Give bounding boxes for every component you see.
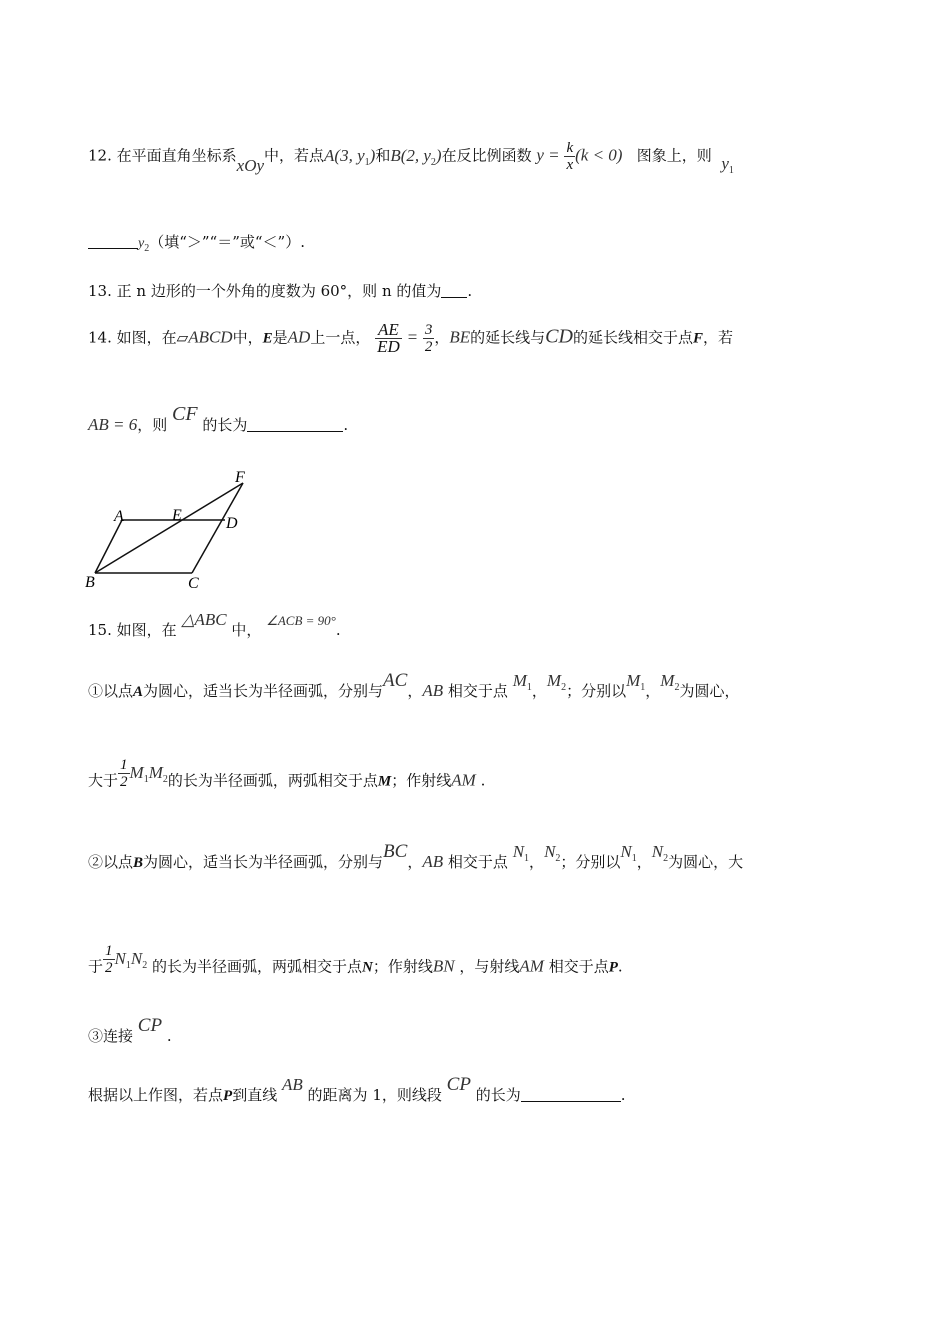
q15-step1-line2 — [88, 757, 486, 798]
step1-text: ①以点 — [88, 682, 134, 700]
q15-number: 15. — [88, 621, 112, 639]
triangle-label: △ABC — [181, 610, 227, 629]
bc-label: BC — [383, 841, 408, 862]
angle-label: ∠ACB = 90° — [266, 613, 336, 628]
label-e: E — [172, 507, 182, 524]
q12-text: 在平面直角坐标系 — [116, 146, 237, 165]
q12-hint: （填“＞”“＝”或“＜”）. — [149, 233, 305, 251]
final-text: 的距离为 1，则线段 — [307, 1086, 442, 1104]
q14-line2 — [88, 403, 349, 436]
n2-label: $N_2$ — [544, 842, 561, 864]
step1-text: ；分别以 — [566, 682, 627, 700]
ab-value: AB = 6 — [88, 415, 138, 434]
q13-line — [88, 280, 472, 301]
step1-text: 的长为半径画弧，两弧相交于点 — [167, 771, 378, 790]
comma: ， — [531, 682, 547, 700]
m1-label: $M_1$ — [512, 671, 532, 693]
label-f: F — [235, 469, 245, 486]
ab-label: AB — [281, 1075, 303, 1094]
q14-text: ，则 — [137, 416, 168, 434]
m1m2-label: $M_1M_2$ — [129, 762, 168, 785]
step2-text: 为圆心，适当长为半径画弧，分别与 — [143, 853, 384, 871]
cd-label: CD — [545, 325, 573, 348]
q14-text: 中， — [232, 328, 263, 347]
point-e: E — [262, 330, 273, 347]
am-label: AM — [519, 956, 544, 976]
step2-text: 于 — [88, 957, 104, 976]
q14-number: 14. — [88, 328, 112, 347]
comma: ， — [645, 682, 661, 700]
step3-text: ③连接 — [88, 1027, 134, 1045]
step2-text: 的长为半径画弧，两弧相交于点 — [151, 957, 362, 976]
point-a: A(3, $y_1$) — [324, 145, 376, 168]
q14-text: 上一点， — [310, 328, 371, 347]
cf-label: CF — [172, 403, 198, 425]
final-text: 的长为 — [475, 1086, 521, 1104]
comma: ， — [407, 853, 423, 871]
label-d: D — [226, 515, 238, 532]
n1-label: $N_1$ — [620, 842, 637, 864]
step1-text: 为圆心， — [679, 682, 740, 700]
q15-text: 中， — [231, 621, 262, 639]
y1-label: $y_1$ — [721, 153, 734, 176]
step1-text: ；作射线 — [391, 771, 452, 790]
dot: . — [480, 771, 486, 790]
point-p: P — [223, 1088, 233, 1104]
point-p: P — [608, 959, 618, 976]
q15-step2-line1 — [88, 841, 744, 874]
q12-text: 中，若点 — [264, 146, 325, 165]
q15-final — [88, 1074, 626, 1106]
q12-number: 12. — [88, 146, 112, 165]
be-label: BE — [449, 327, 471, 347]
ratio-fraction: $\frac{AE}{ED}$ — [377, 320, 400, 356]
half-fraction: $\frac{1}{2}$ — [105, 943, 113, 976]
q12-text: 在反比例函数 — [441, 146, 532, 165]
n1n2-label: $N_1N_2$ — [114, 948, 148, 971]
ad-label: AD — [287, 327, 311, 347]
point-a: A — [133, 684, 144, 700]
step2-text: ②以点 — [88, 853, 134, 871]
comma: ， — [407, 682, 423, 700]
half-fraction: $\frac{1}{2}$ — [120, 757, 128, 790]
answer-blank[interactable] — [441, 283, 467, 298]
step2-text: 相交于点 — [548, 957, 609, 976]
q14-end: . — [343, 416, 349, 434]
step2-text: ，与射线 — [459, 957, 520, 976]
q12-text: 和 — [375, 146, 391, 165]
m2-label: $M_2$ — [546, 671, 567, 693]
final-text: 根据以上作图，若点 — [88, 1086, 224, 1104]
point-m: M — [377, 773, 392, 790]
q12-line1 — [88, 140, 734, 176]
q15-line1 — [88, 610, 341, 640]
n1-label: $N_1$ — [512, 842, 530, 864]
point-f: F — [692, 330, 703, 347]
q14-text: 如图，在 — [116, 328, 177, 347]
label-c: C — [188, 575, 199, 592]
q12-line2 — [88, 231, 305, 254]
equals: = — [406, 327, 419, 347]
m1-label: $M_1$ — [626, 671, 646, 693]
cp-label: CP — [446, 1074, 471, 1095]
cp-label: CP — [137, 1015, 163, 1036]
q14-line1 — [88, 322, 733, 355]
q14-text: ，若 — [702, 328, 733, 347]
step2-text: 相交于点 — [447, 853, 508, 871]
step2-text: 为圆心，大 — [668, 853, 744, 871]
parallelogram-symbol: ▱ — [176, 328, 189, 347]
point-b: B(2, $y_2$) — [390, 145, 442, 168]
label-b: B — [85, 574, 95, 591]
q14-text: 的延长线相交于点 — [572, 328, 693, 347]
parallelogram-figure — [80, 466, 280, 596]
dot: . — [166, 1027, 172, 1045]
q14-text: 的长为 — [202, 416, 248, 434]
ab-label: AB — [422, 681, 444, 700]
answer-blank[interactable] — [88, 234, 138, 249]
step1-text: 相交于点 — [447, 682, 508, 700]
label-a: A — [114, 508, 124, 525]
q12-text: 图象上，则 — [636, 146, 712, 165]
comma: ， — [636, 853, 652, 871]
q15-step3 — [88, 1015, 172, 1047]
q13-text: 13. 正 n 边形的一个外角的度数为 60°，则 n 的值为 — [88, 282, 442, 300]
bn-label: BN — [432, 956, 455, 976]
point-b: B — [133, 855, 144, 871]
abcd-label: ABCD — [188, 327, 233, 347]
func-condition: (k < 0) — [575, 145, 623, 165]
point-n: N — [362, 959, 373, 976]
func-y: y = — [536, 145, 560, 165]
q14-text: 的延长线与 — [470, 328, 546, 347]
ac-label: AC — [383, 670, 408, 691]
q15-step2-line2 — [88, 943, 623, 984]
q13-end: . — [467, 282, 473, 300]
step1-text: 为圆心，适当长为半径画弧，分别与 — [143, 682, 384, 700]
n2-label: $N_2$ — [651, 842, 669, 864]
coord-system: xOy — [236, 155, 265, 175]
answer-blank[interactable] — [521, 1087, 621, 1102]
comma: ， — [529, 853, 545, 871]
q15-end: . — [335, 621, 341, 639]
y2-label: $y_2$ — [138, 236, 150, 254]
dot: . — [617, 957, 623, 976]
ab-label: AB — [422, 852, 444, 871]
q15-step1-line1 — [88, 670, 740, 703]
answer-blank[interactable] — [247, 417, 343, 432]
ratio-value: $\frac{3}{2}$ — [424, 322, 433, 355]
step2-text: ；作射线 — [372, 957, 433, 976]
step1-text: 大于 — [88, 771, 119, 790]
func-fraction: $\frac{k}{x}$ — [566, 140, 574, 173]
dot: . — [620, 1086, 626, 1104]
q14-text: 是 — [272, 328, 288, 347]
q14-text: ， — [434, 328, 450, 347]
am-label: AM — [451, 770, 476, 790]
final-text: 到直线 — [232, 1086, 278, 1104]
q15-text: 如图，在 — [116, 621, 177, 639]
step2-text: ；分别以 — [560, 853, 621, 871]
m2-label: $M_2$ — [660, 671, 680, 693]
